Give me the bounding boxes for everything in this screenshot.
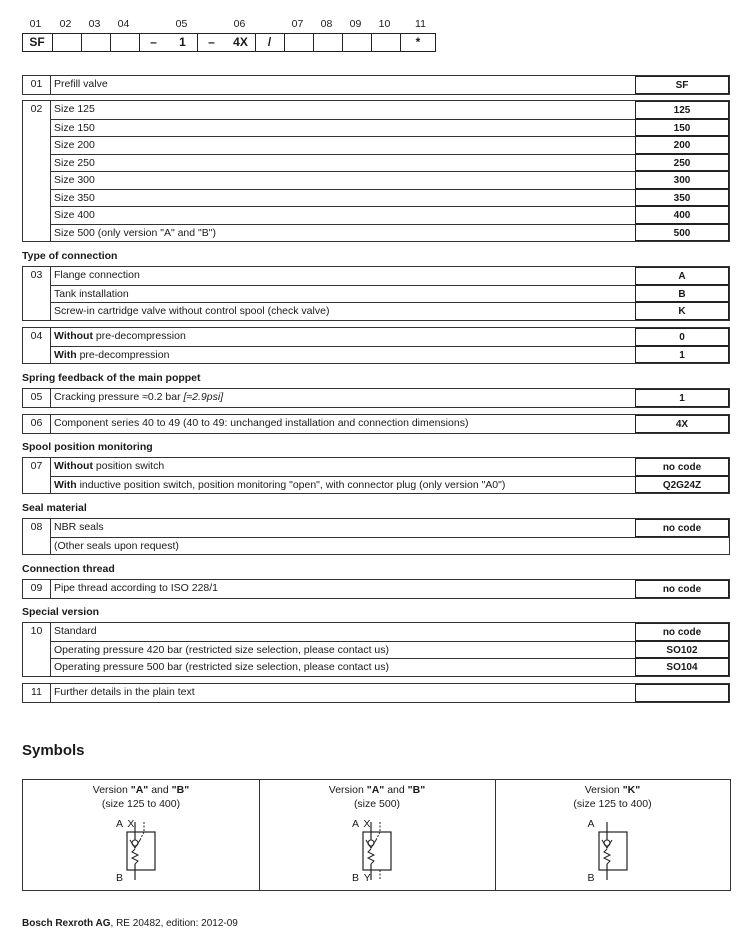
option-number: 06 — [30, 417, 43, 429]
ordering-code-field: * — [415, 35, 421, 49]
option-code: no code — [635, 519, 729, 537]
option-row — [23, 206, 729, 224]
option-description — [51, 206, 637, 224]
option-description — [51, 623, 637, 641]
option-group — [22, 327, 730, 364]
symbol-port-labels-bottom: B — [587, 872, 596, 884]
option-group — [22, 75, 730, 95]
option-code: no code — [635, 623, 729, 641]
ordering-code-field — [342, 33, 371, 52]
symbol-version-label — [495, 784, 730, 796]
option-row — [23, 119, 729, 137]
section-caption: Type of connection — [22, 250, 118, 262]
option-group — [22, 100, 730, 242]
option-code: no code — [635, 458, 729, 476]
option-code: 150 — [635, 119, 729, 137]
option-code: SF — [635, 76, 729, 94]
option-row — [23, 458, 729, 476]
option-description-emphasis: With — [54, 348, 77, 361]
option-code: 200 — [635, 136, 729, 154]
option-code: K — [635, 302, 729, 320]
footer — [22, 918, 238, 929]
option-code: 250 — [635, 154, 729, 172]
ordering-code-field — [81, 33, 110, 52]
ordering-position-number: 10 — [378, 18, 391, 30]
section-caption: Spring feedback of the main poppet — [22, 372, 201, 384]
option-description — [51, 171, 637, 189]
ordering-position-number: 04 — [117, 18, 130, 30]
symbol-port-labels-top: A — [587, 818, 596, 830]
option-group — [22, 579, 730, 599]
symbols-title: Symbols — [22, 742, 85, 759]
option-description — [51, 76, 637, 94]
section-caption: Seal material — [22, 502, 87, 514]
option-row — [23, 328, 729, 346]
symbol-version-a: "A" — [366, 784, 385, 796]
option-description-text: Prefill valve — [54, 78, 108, 90]
ordering-position-number: 08 — [320, 18, 333, 30]
option-description — [51, 285, 637, 303]
ordering-position-number: 03 — [88, 18, 101, 30]
option-number: 09 — [30, 582, 43, 594]
option-row — [23, 302, 729, 320]
option-description-text: (Other seals upon request) — [54, 539, 179, 552]
ordering-position-number: 09 — [349, 18, 362, 30]
option-description-text: pre-decompression — [76, 348, 170, 361]
symbol-version-prefix: Version — [584, 784, 623, 796]
option-row — [23, 267, 729, 285]
symbol-port-labels-top: A X — [352, 818, 372, 830]
option-code: 1 — [635, 346, 729, 364]
ordering-position-number: 05 — [175, 18, 188, 30]
option-row — [23, 476, 729, 494]
option-code: no code — [635, 580, 729, 598]
option-description — [51, 224, 637, 242]
option-number: 05 — [30, 391, 43, 403]
option-description — [51, 189, 637, 207]
option-description-emphasis: Without — [54, 460, 93, 472]
ordering-code-field — [284, 33, 313, 52]
option-description — [51, 415, 637, 433]
option-code — [635, 684, 729, 702]
ordering-position-number: 01 — [29, 18, 42, 30]
option-code: 125 — [635, 101, 729, 119]
option-row — [23, 136, 729, 154]
footer-doc: , RE 20482, edition: 2012-09 — [110, 918, 238, 929]
option-code: 4X — [635, 415, 729, 433]
option-number: 04 — [30, 330, 43, 342]
symbol-size-range: (size 125 to 400) — [573, 798, 652, 810]
option-description-text: Standard — [54, 625, 97, 637]
option-description-emphasis: With — [54, 478, 77, 491]
ordering-code-field — [52, 33, 81, 52]
symbol-cell — [495, 780, 730, 890]
option-row — [23, 623, 729, 641]
option-description-emphasis: Without — [54, 330, 93, 342]
symbol-size-range: (size 500) — [353, 798, 401, 810]
option-row — [23, 76, 729, 94]
option-row — [23, 415, 729, 433]
option-row — [23, 171, 729, 189]
ordering-position-number: 07 — [291, 18, 304, 30]
ordering-code-field: 4X — [233, 35, 248, 49]
option-description — [51, 684, 637, 702]
option-description — [51, 476, 637, 494]
option-description — [51, 346, 637, 364]
option-row — [23, 101, 729, 119]
option-description — [51, 458, 637, 476]
option-description-text: NBR seals — [54, 521, 104, 533]
option-number: 01 — [30, 78, 43, 90]
option-row — [23, 224, 729, 242]
footer-company: Bosch Rexroth AG — [22, 918, 111, 929]
symbol-version-b: "B" — [171, 784, 190, 796]
section-caption: Special version — [22, 606, 100, 618]
option-row — [23, 537, 729, 555]
symbol-port-labels-top: A X — [116, 818, 136, 830]
option-code: 1 — [635, 389, 729, 407]
option-description-text: pre-decompression — [92, 330, 186, 342]
option-description-text: Size 200 — [54, 139, 95, 151]
option-group — [22, 683, 730, 703]
ordering-position-number: 06 — [233, 18, 246, 30]
option-description-text: Size 250 — [54, 156, 95, 169]
ordering-code-field: 1 — [179, 35, 186, 49]
option-number: 11 — [31, 686, 42, 698]
option-description — [51, 389, 637, 407]
symbol-port-labels-bottom: B Y — [352, 872, 372, 884]
option-description-text: Operating pressure 500 bar (restricted size selection, please contact us) — [54, 661, 390, 673]
option-code: A — [635, 267, 729, 285]
option-row — [23, 641, 729, 659]
symbol-version-and: and — [148, 784, 172, 796]
option-description — [51, 641, 637, 659]
symbol-version-and: and — [384, 784, 408, 796]
ordering-code-field — [110, 33, 139, 52]
option-row — [23, 580, 729, 598]
option-description-text: Size 400 — [54, 209, 95, 221]
option-row — [23, 658, 729, 676]
option-code: 300 — [635, 171, 729, 189]
option-description-text: Size 150 — [54, 121, 95, 134]
option-description — [51, 119, 637, 137]
option-description — [51, 658, 637, 676]
option-description-text: Size 125 — [54, 103, 95, 115]
section-caption: Connection thread — [22, 563, 115, 575]
option-code: 400 — [635, 206, 729, 224]
option-group — [22, 518, 730, 555]
ordering-code-field: / — [267, 35, 272, 49]
ordering-code-field: – — [208, 35, 215, 49]
ordering-position-number: 02 — [59, 18, 72, 30]
symbol-cell — [23, 780, 259, 890]
option-description — [51, 519, 637, 537]
option-row — [23, 684, 729, 702]
option-description-text: Further details in the plain text — [54, 686, 195, 698]
symbol-size-range: (size 125 to 400) — [101, 798, 181, 810]
option-description-text: Flange connection — [54, 269, 140, 281]
option-description — [51, 101, 637, 119]
option-group — [22, 414, 730, 434]
option-number: 07 — [30, 460, 43, 472]
option-group — [22, 457, 730, 494]
symbol-port-labels-bottom: B — [116, 872, 125, 884]
option-number: 08 — [30, 521, 43, 533]
symbol-version-label — [259, 784, 495, 796]
ordering-code-field — [313, 33, 342, 52]
option-number: 10 — [30, 625, 43, 637]
option-code: B — [635, 285, 729, 303]
symbol-version-a: "K" — [622, 784, 641, 796]
symbol-cell — [259, 780, 495, 890]
option-code: 500 — [635, 224, 729, 242]
option-row — [23, 189, 729, 207]
ordering-code-field — [371, 33, 400, 52]
option-description-text: Operating pressure 420 bar (restricted size selection, please contact us) — [54, 643, 390, 656]
option-description — [51, 328, 637, 346]
option-description — [51, 537, 729, 555]
option-description-imperial: [≈2.9psi] — [183, 391, 224, 403]
option-code: 0 — [635, 328, 729, 346]
symbol-version-a: "A" — [130, 784, 149, 796]
option-row — [23, 519, 729, 537]
option-row — [23, 389, 729, 407]
option-group — [22, 388, 730, 408]
option-description-text: Screw-in cartridge valve without control spool (check valve) — [54, 305, 330, 317]
option-group — [22, 266, 730, 321]
option-code: SO102 — [635, 641, 729, 659]
option-description — [51, 267, 637, 285]
ordering-position-number: 11 — [415, 18, 426, 30]
symbols-table — [22, 779, 731, 891]
option-description-text: Pipe thread according to ISO 228/1 — [54, 582, 219, 594]
symbol-version-prefix: Version — [92, 784, 131, 796]
option-description-text: inductive position switch, position monitoring "open", with connector plug (only version "A0") — [76, 478, 506, 491]
symbol-version-prefix: Version — [328, 784, 367, 796]
option-code: Q2G24Z — [635, 476, 729, 494]
option-description-text: Size 500 (only version "A" and "B") — [54, 226, 216, 239]
option-number: 02 — [30, 103, 43, 115]
option-description-text: position switch — [92, 460, 165, 472]
option-number: 03 — [30, 269, 43, 281]
option-description-text: Component series 40 to 49 (40 to 49: unchanged installation and connection dimensions) — [54, 417, 469, 429]
option-description-text: Cracking pressure ≈0.2 bar — [54, 391, 184, 403]
option-description-text: Size 350 — [54, 191, 95, 204]
symbol-version-b: "B" — [407, 784, 426, 796]
option-row — [23, 154, 729, 172]
option-description-text: Tank installation — [54, 287, 129, 300]
option-code: SO104 — [635, 658, 729, 676]
option-description — [51, 580, 637, 598]
option-group — [22, 622, 730, 677]
option-description-text: Size 300 — [54, 174, 95, 186]
option-row — [23, 285, 729, 303]
option-row — [23, 346, 729, 364]
option-description — [51, 136, 637, 154]
symbol-version-label — [23, 784, 259, 796]
section-caption: Spool position monitoring — [22, 441, 153, 453]
option-description — [51, 154, 637, 172]
ordering-code-field: SF — [29, 35, 45, 49]
option-description — [51, 302, 637, 320]
ordering-code-field: – — [150, 35, 157, 49]
option-code: 350 — [635, 189, 729, 207]
